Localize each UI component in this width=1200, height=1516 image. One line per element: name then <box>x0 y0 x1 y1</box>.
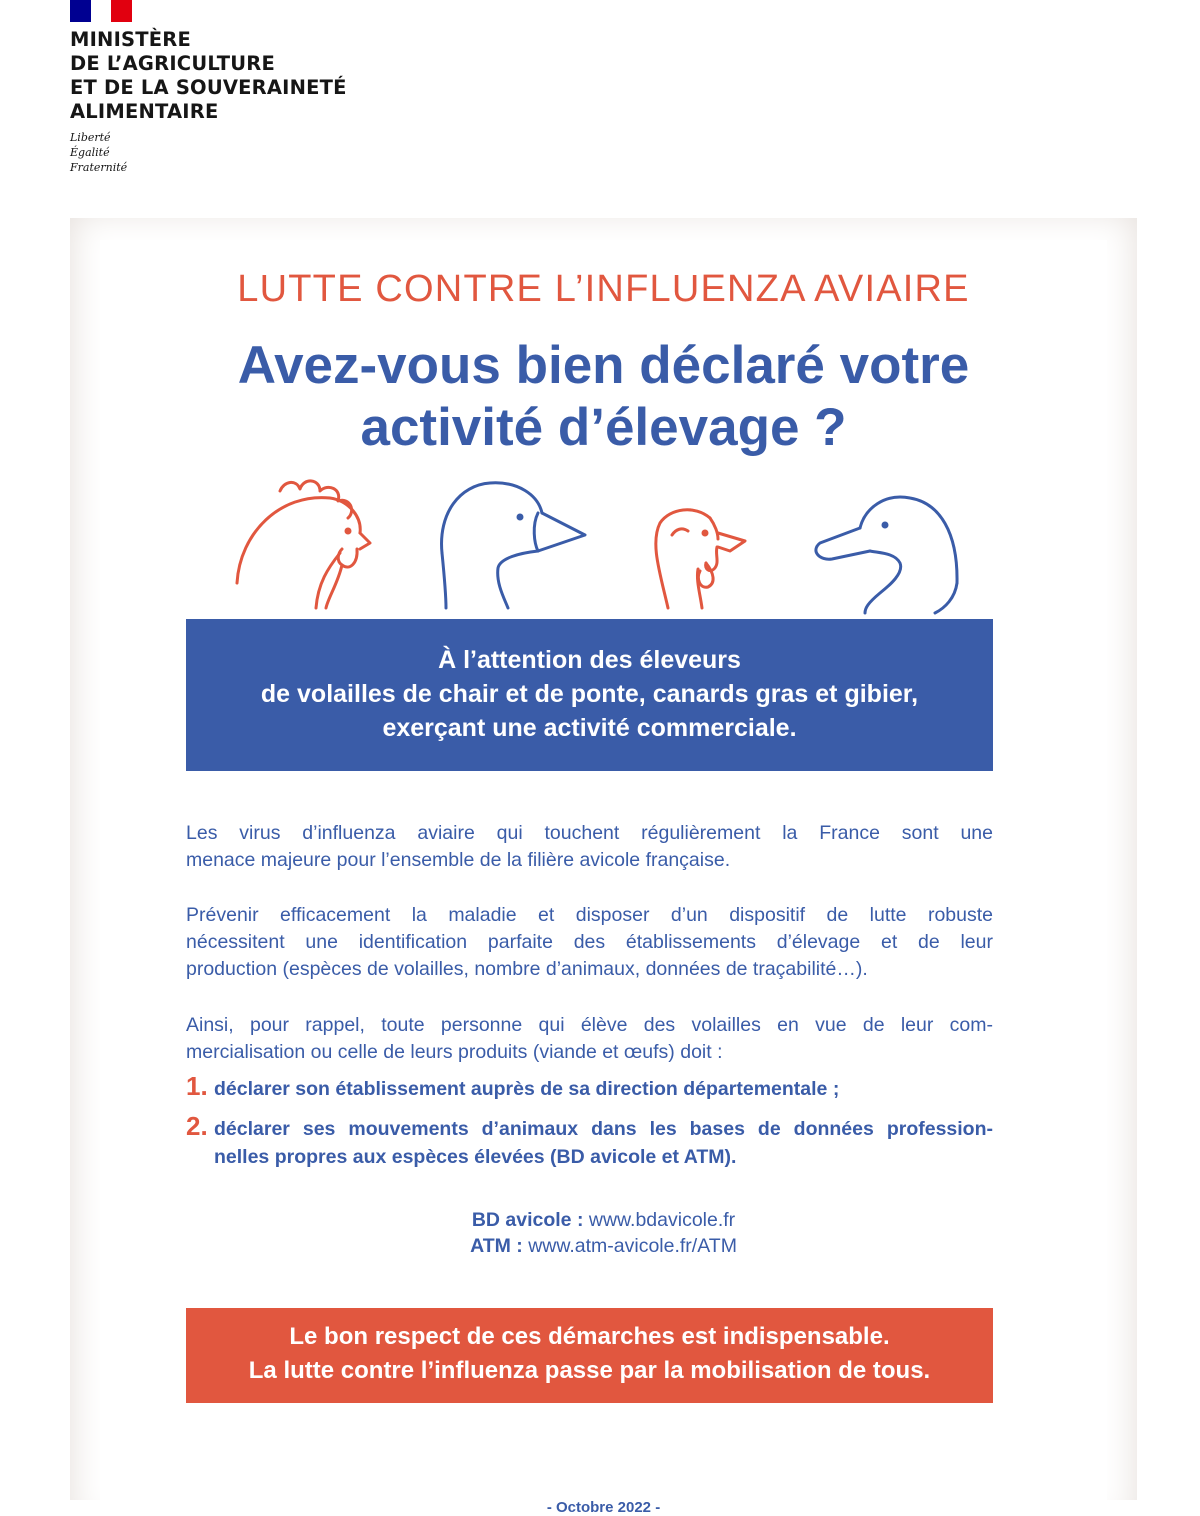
headline-line: Avez-vous bien déclaré votre <box>237 336 970 395</box>
closing-line: La lutte contre l’influenza passe par la mobilisation de tous. <box>248 1357 931 1384</box>
step-line: nelles propres aux espèces élevées (BD avicole et ATM). <box>214 1146 737 1168</box>
ministry-line: ET DE LA SOUVERAINETÉ <box>70 76 347 99</box>
poster-date: - Octobre 2022 - <box>546 1499 661 1516</box>
step-number: 2. <box>186 1111 208 1141</box>
ministry-name <box>70 28 347 124</box>
poster-headline <box>70 335 1137 459</box>
poster-content <box>70 218 1137 1516</box>
paragraph-line: Ainsi, pour rappel, toute personne qui élève des volailles en vue de leur com- <box>186 1014 993 1036</box>
paragraph-line: production (espèces de volailles, nombre d’animaux, données de traçabilité…). <box>186 958 868 980</box>
database-links <box>70 1207 1137 1259</box>
paragraph-line: menace majeure pour l’ensemble de la filière avicole française. <box>186 849 731 871</box>
motto-line: Liberté <box>70 131 111 144</box>
ministry-line: ALIMENTAIRE <box>70 100 219 123</box>
flag-blue-band <box>70 0 91 22</box>
motto-line: Fraternité <box>70 161 128 174</box>
link-label: BD avicole : <box>471 1209 584 1231</box>
audience-banner <box>186 619 993 771</box>
link-bdavicole[interactable] <box>70 1207 1137 1233</box>
paragraph-line: mercialisation ou celle de leurs produits (viande et œufs) doit : <box>186 1041 723 1063</box>
link-url[interactable]: www.bdavicole.fr <box>588 1209 736 1231</box>
paragraph-line: nécessitent une identification parfaite des établissements d’élevage et de leur <box>186 931 993 953</box>
audience-line: À l’attention des éleveurs <box>438 646 741 674</box>
duck-icon <box>816 497 980 623</box>
paragraph-line: Les virus d’influenza aviaire qui touchent régulièrement la France sont une <box>186 822 993 844</box>
republic-motto <box>70 130 127 175</box>
link-label: ATM : <box>470 1235 523 1257</box>
flag-white-band <box>91 0 112 22</box>
intro-paragraph <box>186 820 993 874</box>
turkey-icon <box>656 510 745 608</box>
poster-kicker: LUTTE CONTRE L’INFLUENZA AVIAIRE <box>237 268 970 310</box>
closing-banner <box>186 1308 993 1403</box>
paragraph-line: Prévenir efficacement la maladie et disposer d’un dispositif de lutte robuste <box>186 904 993 926</box>
prevention-paragraph <box>186 902 993 983</box>
poster <box>70 218 1137 1516</box>
closing-line: Le bon respect de ces démarches est indispensable. <box>289 1323 890 1350</box>
goose-icon <box>442 483 585 608</box>
poultry-illustration <box>220 473 980 623</box>
step-number: 1. <box>186 1071 208 1101</box>
republique-flag-logo <box>70 0 132 22</box>
link-url[interactable]: www.atm-avicole.fr/ATM <box>528 1235 737 1257</box>
audience-line: de volailles de chair et de ponte, canards gras et gibier, <box>260 680 919 708</box>
ministry-line: DE L’AGRICULTURE <box>70 52 276 75</box>
ministry-line: MINISTÈRE <box>70 28 192 51</box>
chicken-icon <box>237 481 370 608</box>
step-line: déclarer son établissement auprès de sa direction départementale ; <box>214 1078 840 1100</box>
link-atm[interactable] <box>70 1233 1137 1259</box>
flag-red-band <box>111 0 132 22</box>
headline-line: activité d’élevage ? <box>360 398 847 457</box>
motto-line: Égalité <box>70 146 110 159</box>
reminder-paragraph <box>186 1012 993 1066</box>
audience-line: exerçant une activité commerciale. <box>382 714 797 742</box>
step-line: déclarer ses mouvements d’animaux dans les bases de données profession- <box>214 1118 993 1140</box>
